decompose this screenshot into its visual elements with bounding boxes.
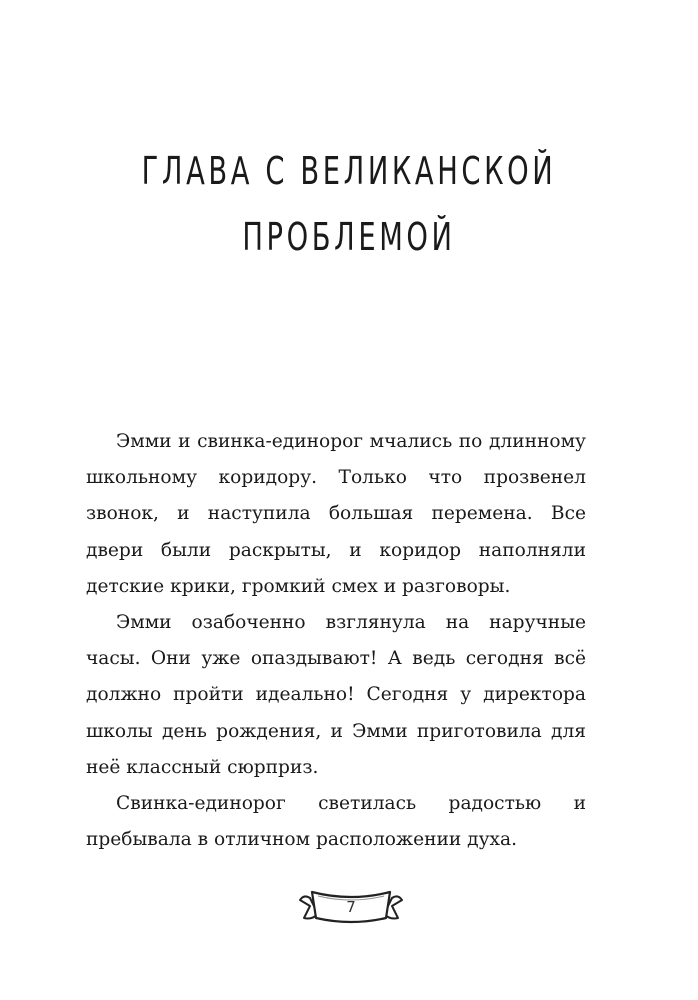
paragraph-3: Свинка-единорог светилась радостью и пребывала в отличном расположении духа. [86,793,586,851]
paragraph-1: Эмми и свинка-единорог мчались по длинному школьному коридору. Только что прозвенел звонок, и наступила большая перемена. Все двери были раскрыты, и коридор наполняли детские крики, громкий смех и разговоры. [86,431,586,597]
page-number: 7 [346,898,356,916]
chapter-title-line-2: ПРОБЛЕМОЙ [242,215,456,259]
chapter-title-line-1: ГЛАВА С ВЕЛИКАНСКОЙ [141,149,557,193]
paragraph-2: Эмми озабоченно взглянула на наручные часы. Они уже опаздывают! А ведь сегодня всё должно пройти идеально! Сегодня у директора школы день рождения, и Эмми приготовила для неё классный сюрприз. [86,612,586,778]
chapter-body [86,424,586,858]
page-number-banner [296,884,406,934]
